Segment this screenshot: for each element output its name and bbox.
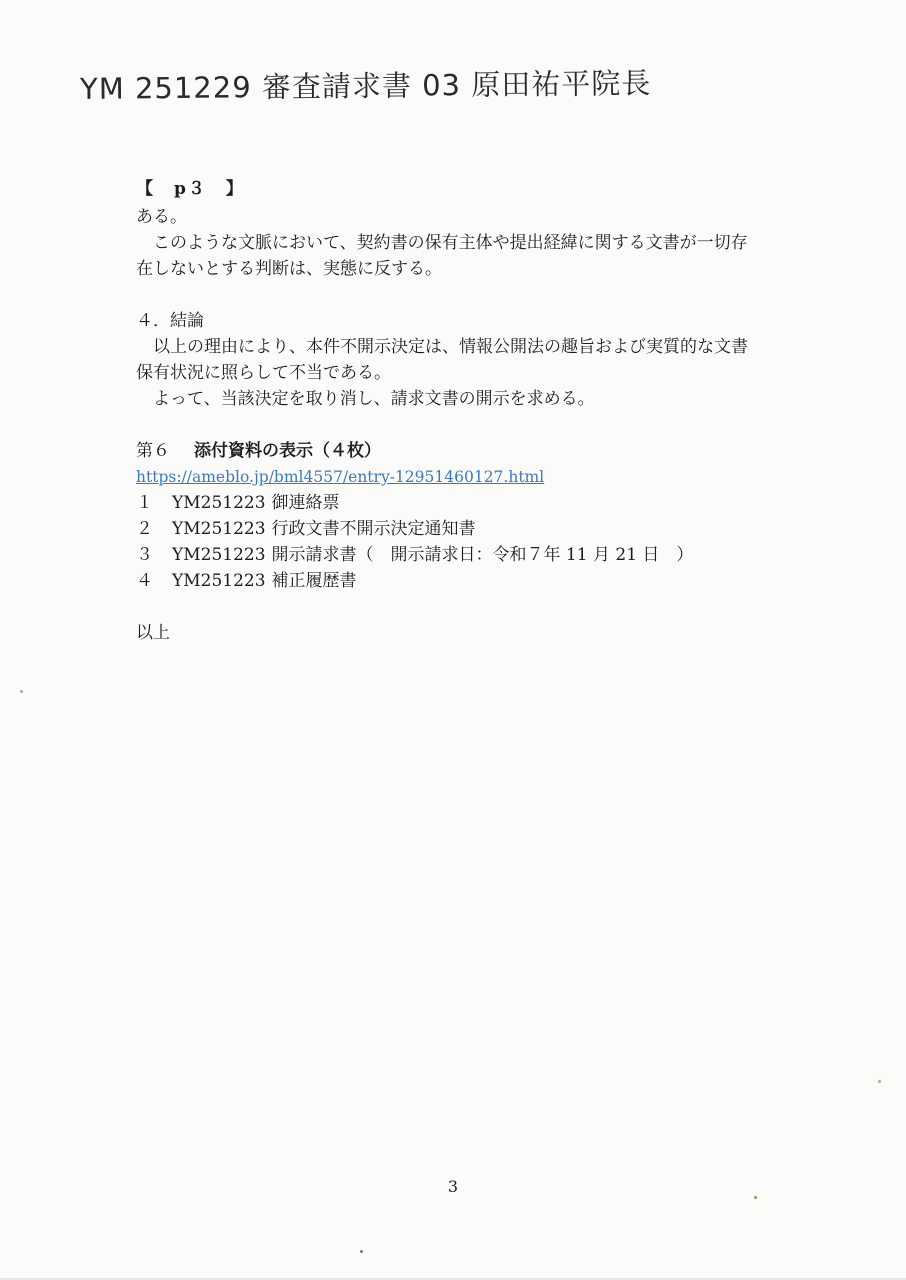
attachment-link[interactable]: https://ameblo.jp/bml4557/entry-12951460127.html [136,468,545,486]
scan-speck [878,1080,881,1083]
section-heading-conclusion: ４．結論 [136,311,204,331]
page-number: 3 [447,1177,459,1196]
closing-text: 以上 [136,623,170,643]
attachment-number: ２ [136,519,153,539]
document-body [136,176,836,646]
attachment-code: YM251223 [172,571,266,591]
attachment-number: １ [136,493,153,513]
attachment-code: YM251223 [172,493,266,513]
paragraph-line: このような文脈において、契約書の保有主体や提出経緯に関する文書が一切存 [153,233,748,253]
paragraph-line: 在しないとする判断は、実態に反する。 [136,259,442,279]
attachment-title: 補正履歴書 [271,571,357,591]
section-title: 添付資料の表示（４枚） [194,441,381,461]
paragraph-line: ある。 [136,207,187,227]
list-item [136,490,836,516]
list-item [136,516,836,542]
attachment-title: 開示請求書（ 開示請求日：令和７年 11 月 21 日 ） [271,545,694,565]
handwritten-note: YM 251229 審査請求書 03 原田祐平院長 [79,66,652,106]
section-number: 第６ [136,441,170,461]
attachment-title: 行政文書不開示決定通知書 [271,519,476,539]
paragraph-line: よって、当該決定を取り消し、請求文書の開示を求める。 [153,389,595,409]
page-marker: 【 p３ 】 [136,179,245,199]
list-item [136,568,836,594]
attachment-code: YM251223 [172,545,266,565]
list-item [136,542,836,568]
scan-speck [360,1250,363,1253]
paragraph-line: 保有状況に照らして不当である。 [136,363,391,383]
scan-speck [754,1196,757,1199]
attachment-number: ３ [136,545,153,565]
section-heading-attachments [136,438,836,464]
attachment-number: ４ [136,571,153,591]
paragraph-line: 以上の理由により、本件不開示決定は、情報公開法の趣旨および実質的な文書 [153,337,748,357]
attachment-code: YM251223 [172,519,266,539]
attachment-title: 御連絡票 [271,493,340,513]
scan-speck [20,690,23,693]
